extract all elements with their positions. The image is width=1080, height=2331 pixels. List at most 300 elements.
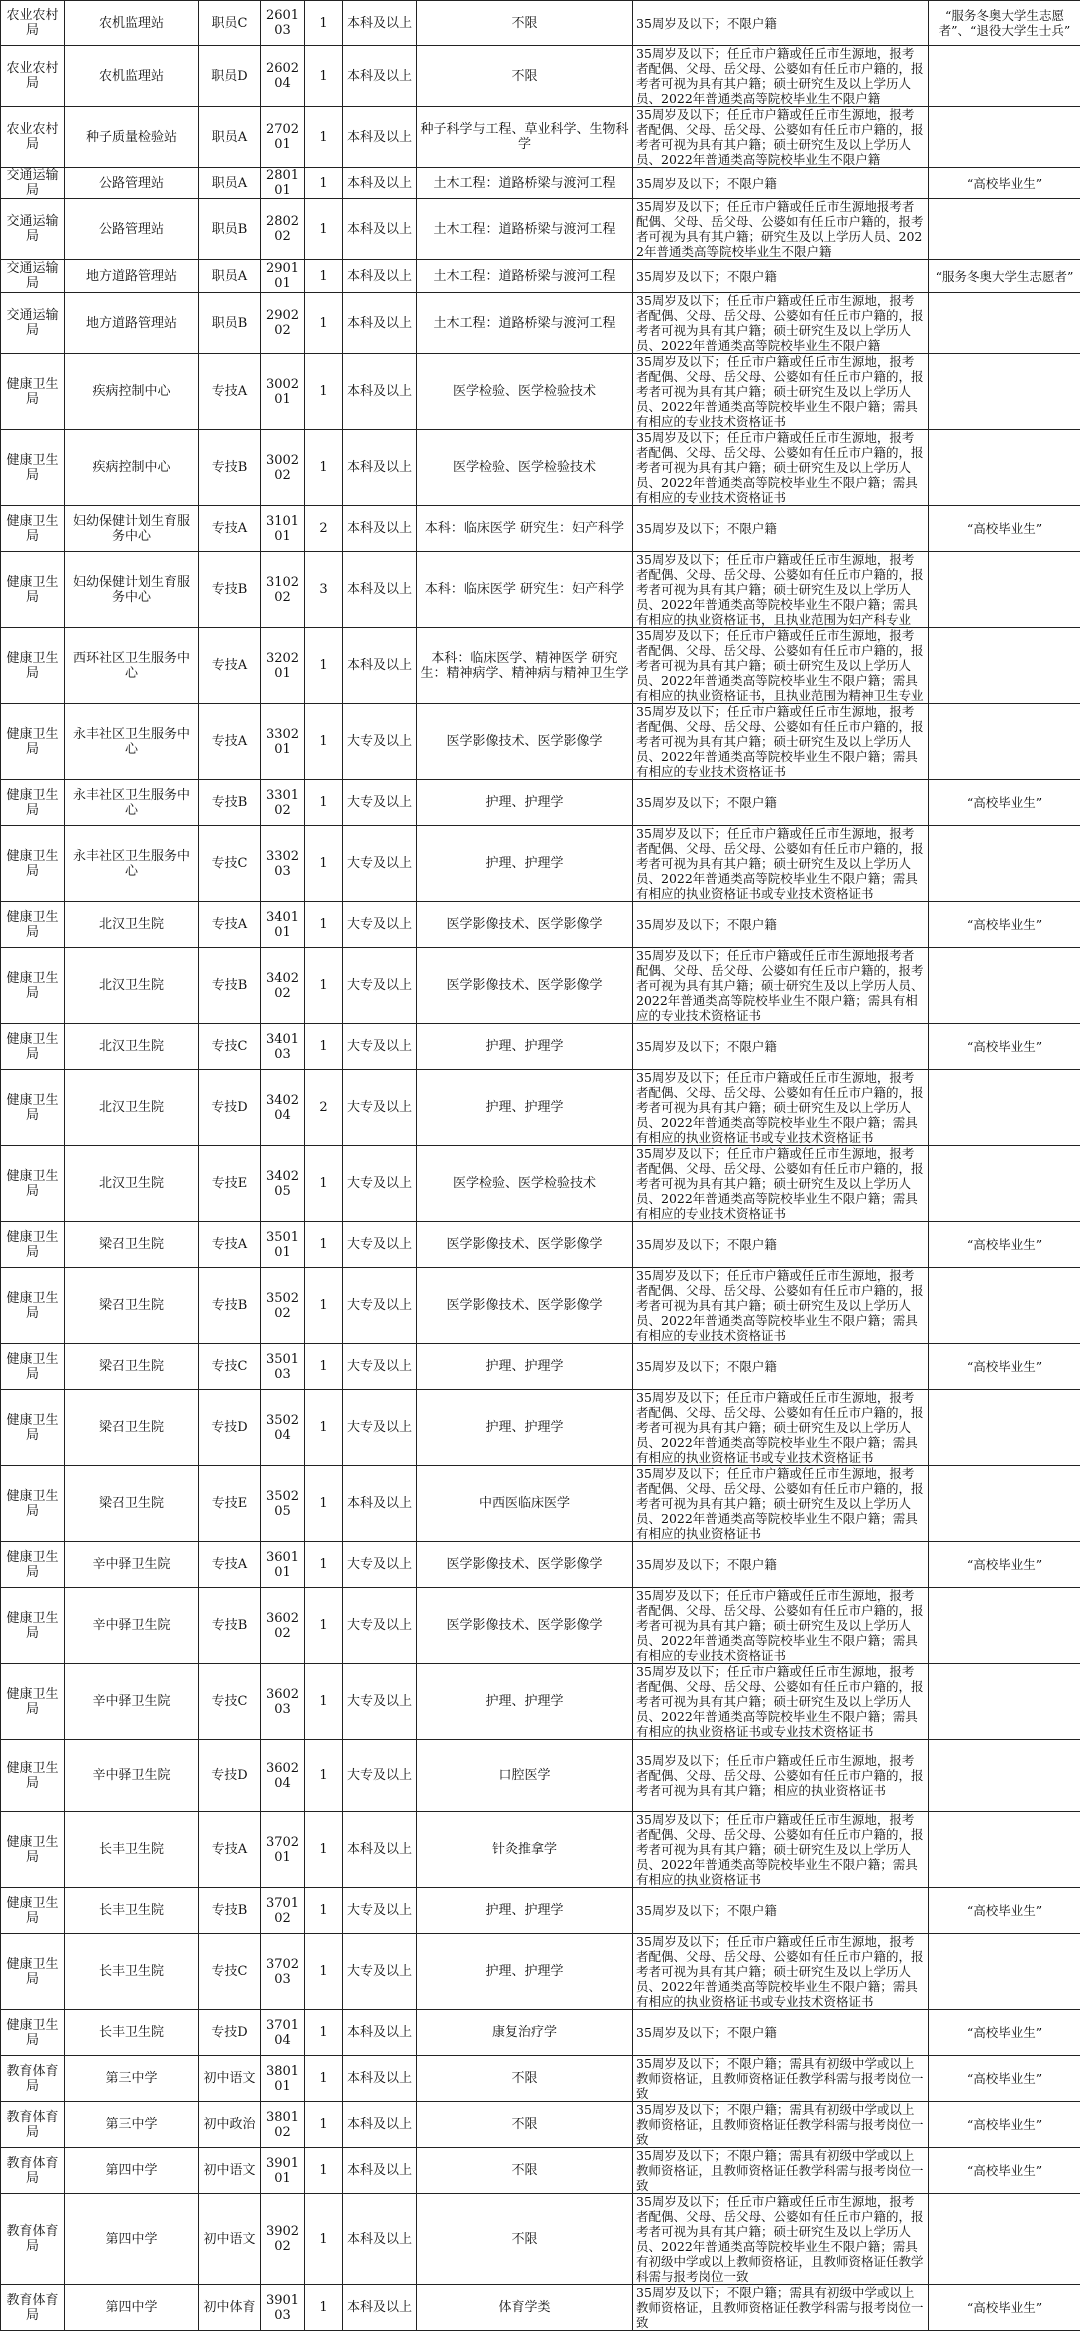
education-cell: 本科及以上 bbox=[343, 2010, 417, 2056]
position-cell: 专技C bbox=[199, 1664, 261, 1740]
code-cell: 310202 bbox=[261, 552, 305, 628]
position-cell: 初中政治 bbox=[199, 2102, 261, 2148]
requirement-cell: 35周岁及以下；不限户籍 bbox=[633, 780, 929, 826]
unit-cell: 妇幼保健计划生育服务中心 bbox=[65, 552, 199, 628]
code-cell: 370203 bbox=[261, 1934, 305, 2010]
note-cell: “高校毕业生” bbox=[929, 1542, 1080, 1588]
position-cell: 专技B bbox=[199, 1588, 261, 1664]
education-cell: 大专及以上 bbox=[343, 1146, 417, 1222]
unit-cell: 农机监理站 bbox=[65, 1, 199, 46]
major-cell: 本科：临床医学 研究生：妇产科学 bbox=[417, 552, 633, 628]
dept-cell: 教育体育局 bbox=[1, 2102, 65, 2148]
unit-cell: 第三中学 bbox=[65, 2102, 199, 2148]
dept-cell: 交通运输局 bbox=[1, 168, 65, 199]
requirement-cell: 35周岁及以下；不限户籍 bbox=[633, 506, 929, 552]
table-row bbox=[1, 506, 1080, 552]
table-row bbox=[1, 168, 1080, 199]
code-cell: 340204 bbox=[261, 1070, 305, 1146]
dept-cell: 健康卫生局 bbox=[1, 430, 65, 506]
education-cell: 大专及以上 bbox=[343, 1070, 417, 1146]
code-cell: 280202 bbox=[261, 199, 305, 260]
requirement-cell: 35周岁及以下；不限户籍 bbox=[633, 1222, 929, 1268]
note-cell bbox=[929, 1390, 1080, 1466]
table-row bbox=[1, 628, 1080, 704]
major-cell: 护理、护理学 bbox=[417, 1390, 633, 1466]
note-cell bbox=[929, 199, 1080, 260]
unit-cell: 第四中学 bbox=[65, 2285, 199, 2331]
unit-cell: 北汉卫生院 bbox=[65, 948, 199, 1024]
note-cell: “高校毕业生” bbox=[929, 902, 1080, 948]
table-row bbox=[1, 107, 1080, 168]
count-cell: 1 bbox=[305, 2102, 343, 2148]
requirement-cell: 35周岁及以下；任丘市户籍或任丘市生源地，报考者配偶、父母、岳父母、公婆如有任丘市户籍的，报考者可视为具有其户籍；硕士研究生及以上学历人员、2022年普通类高等院校毕业生不限户籍；需具有相应的执业资格证书 bbox=[633, 1812, 929, 1888]
requirement-cell: 35周岁及以下；不限户籍；需具有初级中学或以上教师资格证，且教师资格证任教学科需与报考岗位一致 bbox=[633, 2285, 929, 2331]
major-cell: 口腔医学 bbox=[417, 1740, 633, 1812]
count-cell: 1 bbox=[305, 704, 343, 780]
dept-cell: 农业农村局 bbox=[1, 1, 65, 46]
major-cell: 不限 bbox=[417, 2148, 633, 2194]
major-cell: 土木工程：道路桥梁与渡河工程 bbox=[417, 168, 633, 199]
requirement-cell: 35周岁及以下；不限户籍 bbox=[633, 1344, 929, 1390]
dept-cell: 健康卫生局 bbox=[1, 1812, 65, 1888]
table-row bbox=[1, 1024, 1080, 1070]
education-cell: 本科及以上 bbox=[343, 260, 417, 293]
count-cell: 1 bbox=[305, 628, 343, 704]
dept-cell: 健康卫生局 bbox=[1, 1390, 65, 1466]
table-row bbox=[1, 354, 1080, 430]
count-cell: 1 bbox=[305, 780, 343, 826]
position-cell: 职员A bbox=[199, 168, 261, 199]
note-cell bbox=[929, 1740, 1080, 1812]
major-cell: 护理、护理学 bbox=[417, 1344, 633, 1390]
note-cell: “高校毕业生” bbox=[929, 2285, 1080, 2331]
unit-cell: 种子质量检验站 bbox=[65, 107, 199, 168]
dept-cell: 农业农村局 bbox=[1, 46, 65, 107]
count-cell: 1 bbox=[305, 1390, 343, 1466]
table-row bbox=[1, 1740, 1080, 1812]
code-cell: 260103 bbox=[261, 1, 305, 46]
note-cell: “服务冬奥大学生志愿者” bbox=[929, 260, 1080, 293]
unit-cell: 辛中驿卫生院 bbox=[65, 1664, 199, 1740]
position-cell: 专技B bbox=[199, 552, 261, 628]
major-cell: 不限 bbox=[417, 46, 633, 107]
position-cell: 职员D bbox=[199, 46, 261, 107]
code-cell: 390103 bbox=[261, 2285, 305, 2331]
count-cell: 1 bbox=[305, 107, 343, 168]
major-cell: 医学检验、医学检验技术 bbox=[417, 1146, 633, 1222]
education-cell: 本科及以上 bbox=[343, 1, 417, 46]
count-cell: 2 bbox=[305, 506, 343, 552]
dept-cell: 健康卫生局 bbox=[1, 780, 65, 826]
count-cell: 1 bbox=[305, 1, 343, 46]
position-cell: 初中语文 bbox=[199, 2148, 261, 2194]
table-row bbox=[1, 780, 1080, 826]
unit-cell: 北汉卫生院 bbox=[65, 1024, 199, 1070]
note-cell: “高校毕业生” bbox=[929, 1888, 1080, 1934]
note-cell bbox=[929, 704, 1080, 780]
note-cell bbox=[929, 1934, 1080, 2010]
note-cell: “高校毕业生” bbox=[929, 1024, 1080, 1070]
note-cell bbox=[929, 1146, 1080, 1222]
table-row bbox=[1, 293, 1080, 354]
table-row bbox=[1, 902, 1080, 948]
education-cell: 本科及以上 bbox=[343, 506, 417, 552]
note-cell: “高校毕业生” bbox=[929, 780, 1080, 826]
table-body bbox=[1, 1, 1080, 2331]
requirement-cell: 35周岁及以下；任丘市户籍或任丘市生源地，报考者配偶、父母、岳父母、公婆如有任丘市户籍的，报考者可视为具有其户籍；硕士研究生及以上学历人员、2022年普通类高等院校毕业生不限户籍；需具有相应的专业技术资格证书 bbox=[633, 430, 929, 506]
position-cell: 专技A bbox=[199, 628, 261, 704]
position-cell: 专技A bbox=[199, 1222, 261, 1268]
education-cell: 大专及以上 bbox=[343, 704, 417, 780]
count-cell: 1 bbox=[305, 1344, 343, 1390]
education-cell: 本科及以上 bbox=[343, 293, 417, 354]
code-cell: 310101 bbox=[261, 506, 305, 552]
requirement-cell: 35周岁及以下；任丘市户籍或任丘市生源地，报考者配偶、父母、岳父母、公婆如有任丘市户籍的，报考者可视为具有其户籍；硕士研究生及以上学历人员、2022年普通类高等院校毕业生不限户籍 bbox=[633, 46, 929, 107]
dept-cell: 健康卫生局 bbox=[1, 1588, 65, 1664]
major-cell: 土木工程：道路桥梁与渡河工程 bbox=[417, 199, 633, 260]
count-cell: 1 bbox=[305, 260, 343, 293]
dept-cell: 健康卫生局 bbox=[1, 704, 65, 780]
note-cell: “高校毕业生” bbox=[929, 1222, 1080, 1268]
requirement-cell: 35周岁及以下；任丘市户籍或任丘市生源地，报考者配偶、父母、岳父母、公婆如有任丘市户籍的，报考者可视为具有其户籍；硕士研究生及以上学历人员、2022年普通类高等院校毕业生不限户籍；需具有相应的执业资格证书，且执业范围为妇产科专业 bbox=[633, 552, 929, 628]
major-cell: 医学影像技术、医学影像学 bbox=[417, 948, 633, 1024]
dept-cell: 健康卫生局 bbox=[1, 1070, 65, 1146]
education-cell: 大专及以上 bbox=[343, 1542, 417, 1588]
dept-cell: 健康卫生局 bbox=[1, 2010, 65, 2056]
position-cell: 专技D bbox=[199, 2010, 261, 2056]
table-row bbox=[1, 2102, 1080, 2148]
note-cell bbox=[929, 293, 1080, 354]
requirement-cell: 35周岁及以下；任丘市户籍或任丘市生源地，报考者配偶、父母、岳父母、公婆如有任丘市户籍的，报考者可视为具有其户籍；硕士研究生及以上学历人员、2022年普通类高等院校毕业生不限户籍；需具有相应的专业技术资格证书 bbox=[633, 354, 929, 430]
note-cell bbox=[929, 1812, 1080, 1888]
major-cell: 医学影像技术、医学影像学 bbox=[417, 902, 633, 948]
position-cell: 专技E bbox=[199, 1466, 261, 1542]
dept-cell: 健康卫生局 bbox=[1, 1542, 65, 1588]
requirement-cell: 35周岁及以下；任丘市户籍或任丘市生源地，报考者配偶、父母、岳父母、公婆如有任丘市户籍的，报考者可视为具有其户籍；硕士研究生及以上学历人员、2022年普通类高等院校毕业生不限户籍；需具有相应的专业技术资格证书 bbox=[633, 1146, 929, 1222]
requirement-cell: 35周岁及以下；任丘市户籍或任丘市生源地报考者配偶、父母、岳父母、公婆如有任丘市户籍的，报考者可视为具有其户籍；研究生及以上学历人员、2022年普通类高等院校毕业生不限户籍 bbox=[633, 199, 929, 260]
unit-cell: 北汉卫生院 bbox=[65, 902, 199, 948]
count-cell: 1 bbox=[305, 826, 343, 902]
dept-cell: 健康卫生局 bbox=[1, 1344, 65, 1390]
requirement-cell: 35周岁及以下；任丘市户籍或任丘市生源地，报考者配偶、父母、岳父母、公婆如有任丘市户籍的，报考者可视为具有其户籍；硕士研究生及以上学历人员、2022年普通类高等院校毕业生不限户籍；需具有相应的执业资格证书 bbox=[633, 1466, 929, 1542]
requirement-cell: 35周岁及以下；任丘市户籍或任丘市生源地报考者配偶、父母、岳父母、公婆如有任丘市户籍的，报考者可视为具有其户籍；硕士研究生及以上学历人员、2022年普通类高等院校毕业生不限户籍；需具有相应的专业技术资格证书 bbox=[633, 948, 929, 1024]
major-cell: 不限 bbox=[417, 2056, 633, 2102]
position-cell: 专技A bbox=[199, 1542, 261, 1588]
dept-cell: 健康卫生局 bbox=[1, 506, 65, 552]
table-row bbox=[1, 704, 1080, 780]
major-cell: 医学检验、医学检验技术 bbox=[417, 354, 633, 430]
table-row bbox=[1, 1344, 1080, 1390]
dept-cell: 健康卫生局 bbox=[1, 628, 65, 704]
requirement-cell: 35周岁及以下；不限户籍 bbox=[633, 1, 929, 46]
major-cell: 体育学类 bbox=[417, 2285, 633, 2331]
note-cell: “高校毕业生” bbox=[929, 2010, 1080, 2056]
major-cell: 针灸推拿学 bbox=[417, 1812, 633, 1888]
requirement-cell: 35周岁及以下；任丘市户籍或任丘市生源地，报考者配偶、父母、岳父母、公婆如有任丘市户籍的，报考者可视为具有其户籍；硕士研究生及以上学历人员、2022年普通类高等院校毕业生不限户籍 bbox=[633, 107, 929, 168]
unit-cell: 北汉卫生院 bbox=[65, 1146, 199, 1222]
unit-cell: 长丰卫生院 bbox=[65, 1934, 199, 2010]
education-cell: 本科及以上 bbox=[343, 430, 417, 506]
table-row bbox=[1, 1664, 1080, 1740]
requirement-cell: 35周岁及以下；不限户籍 bbox=[633, 1542, 929, 1588]
unit-cell: 妇幼保健计划生育服务中心 bbox=[65, 506, 199, 552]
education-cell: 本科及以上 bbox=[343, 46, 417, 107]
unit-cell: 长丰卫生院 bbox=[65, 1812, 199, 1888]
position-cell: 专技C bbox=[199, 826, 261, 902]
code-cell: 340202 bbox=[261, 948, 305, 1024]
education-cell: 大专及以上 bbox=[343, 1888, 417, 1934]
count-cell: 1 bbox=[305, 1268, 343, 1344]
education-cell: 大专及以上 bbox=[343, 1344, 417, 1390]
note-cell bbox=[929, 46, 1080, 107]
unit-cell: 辛中驿卫生院 bbox=[65, 1740, 199, 1812]
education-cell: 本科及以上 bbox=[343, 628, 417, 704]
count-cell: 1 bbox=[305, 430, 343, 506]
dept-cell: 健康卫生局 bbox=[1, 948, 65, 1024]
count-cell: 1 bbox=[305, 1222, 343, 1268]
requirement-cell: 35周岁及以下；不限户籍；需具有初级中学或以上教师资格证，且教师资格证任教学科需与报考岗位一致 bbox=[633, 2102, 929, 2148]
code-cell: 330203 bbox=[261, 826, 305, 902]
dept-cell: 教育体育局 bbox=[1, 2194, 65, 2285]
count-cell: 2 bbox=[305, 1070, 343, 1146]
count-cell: 1 bbox=[305, 2010, 343, 2056]
dept-cell: 健康卫生局 bbox=[1, 1664, 65, 1740]
count-cell: 1 bbox=[305, 199, 343, 260]
major-cell: 本科：临床医学 研究生：妇产科学 bbox=[417, 506, 633, 552]
table-row bbox=[1, 1070, 1080, 1146]
unit-cell: 第三中学 bbox=[65, 2056, 199, 2102]
unit-cell: 永丰社区卫生服务中心 bbox=[65, 780, 199, 826]
table-row bbox=[1, 1812, 1080, 1888]
table-row bbox=[1, 1268, 1080, 1344]
education-cell: 本科及以上 bbox=[343, 107, 417, 168]
position-cell: 专技B bbox=[199, 948, 261, 1024]
education-cell: 大专及以上 bbox=[343, 1222, 417, 1268]
major-cell: 医学影像技术、医学影像学 bbox=[417, 1222, 633, 1268]
position-cell: 职员B bbox=[199, 199, 261, 260]
position-cell: 职员C bbox=[199, 1, 261, 46]
dept-cell: 健康卫生局 bbox=[1, 1146, 65, 1222]
position-cell: 专技C bbox=[199, 1344, 261, 1390]
major-cell: 护理、护理学 bbox=[417, 1070, 633, 1146]
note-cell bbox=[929, 1664, 1080, 1740]
code-cell: 370201 bbox=[261, 1812, 305, 1888]
note-cell bbox=[929, 2194, 1080, 2285]
requirement-cell: 35周岁及以下；不限户籍；需具有初级中学或以上教师资格证，且教师资格证任教学科需与报考岗位一致 bbox=[633, 2148, 929, 2194]
code-cell: 330102 bbox=[261, 780, 305, 826]
education-cell: 大专及以上 bbox=[343, 902, 417, 948]
count-cell: 1 bbox=[305, 1466, 343, 1542]
unit-cell: 公路管理站 bbox=[65, 199, 199, 260]
table-row bbox=[1, 2056, 1080, 2102]
major-cell: 康复治疗学 bbox=[417, 2010, 633, 2056]
count-cell: 1 bbox=[305, 902, 343, 948]
code-cell: 360203 bbox=[261, 1664, 305, 1740]
code-cell: 300201 bbox=[261, 354, 305, 430]
requirement-cell: 35周岁及以下；任丘市户籍或任丘市生源地，报考者配偶、父母、岳父母、公婆如有任丘市户籍的，报考者可视为具有其户籍；硕士研究生及以上学历人员、2022年普通类高等院校毕业生不限户籍；需具有相应的专业技术资格证书 bbox=[633, 1588, 929, 1664]
major-cell: 医学影像技术、医学影像学 bbox=[417, 1268, 633, 1344]
position-cell: 专技A bbox=[199, 1812, 261, 1888]
dept-cell: 交通运输局 bbox=[1, 293, 65, 354]
unit-cell: 西环社区卫生服务中心 bbox=[65, 628, 199, 704]
table-row bbox=[1, 260, 1080, 293]
requirement-cell: 35周岁及以下；任丘市户籍或任丘市生源地，报考者配偶、父母、岳父母、公婆如有任丘市户籍的，报考者可视为具有其户籍；硕士研究生及以上学历人员、2022年普通类高等院校毕业生不限户籍；需具有相应的执业资格证书或专业技术资格证书 bbox=[633, 1934, 929, 2010]
table-row bbox=[1, 1, 1080, 46]
code-cell: 330201 bbox=[261, 704, 305, 780]
code-cell: 350202 bbox=[261, 1268, 305, 1344]
count-cell: 1 bbox=[305, 1024, 343, 1070]
education-cell: 本科及以上 bbox=[343, 1812, 417, 1888]
major-cell: 医学影像技术、医学影像学 bbox=[417, 1542, 633, 1588]
unit-cell: 辛中驿卫生院 bbox=[65, 1588, 199, 1664]
table-row bbox=[1, 1466, 1080, 1542]
education-cell: 本科及以上 bbox=[343, 199, 417, 260]
position-cell: 专技A bbox=[199, 506, 261, 552]
count-cell: 1 bbox=[305, 2056, 343, 2102]
position-cell: 专技C bbox=[199, 1024, 261, 1070]
count-cell: 1 bbox=[305, 1542, 343, 1588]
dept-cell: 健康卫生局 bbox=[1, 1466, 65, 1542]
code-cell: 360101 bbox=[261, 1542, 305, 1588]
major-cell: 本科：临床医学、精神医学 研究生：精神病学、精神病与精神卫生学 bbox=[417, 628, 633, 704]
code-cell: 340205 bbox=[261, 1146, 305, 1222]
education-cell: 本科及以上 bbox=[343, 354, 417, 430]
table-row bbox=[1, 1146, 1080, 1222]
note-cell bbox=[929, 430, 1080, 506]
position-cell: 专技A bbox=[199, 902, 261, 948]
position-cell: 专技B bbox=[199, 780, 261, 826]
major-cell: 医学影像技术、医学影像学 bbox=[417, 1588, 633, 1664]
education-cell: 大专及以上 bbox=[343, 826, 417, 902]
unit-cell: 地方道路管理站 bbox=[65, 293, 199, 354]
code-cell: 380101 bbox=[261, 2056, 305, 2102]
unit-cell: 公路管理站 bbox=[65, 168, 199, 199]
note-cell bbox=[929, 354, 1080, 430]
dept-cell: 健康卫生局 bbox=[1, 552, 65, 628]
position-cell: 职员A bbox=[199, 260, 261, 293]
note-cell bbox=[929, 552, 1080, 628]
note-cell bbox=[929, 1588, 1080, 1664]
code-cell: 270201 bbox=[261, 107, 305, 168]
dept-cell: 健康卫生局 bbox=[1, 1268, 65, 1344]
major-cell: 种子科学与工程、草业科学、生物科学 bbox=[417, 107, 633, 168]
education-cell: 大专及以上 bbox=[343, 1268, 417, 1344]
unit-cell: 梁召卫生院 bbox=[65, 1222, 199, 1268]
count-cell: 1 bbox=[305, 1664, 343, 1740]
unit-cell: 长丰卫生院 bbox=[65, 1888, 199, 1934]
major-cell: 护理、护理学 bbox=[417, 1024, 633, 1070]
education-cell: 本科及以上 bbox=[343, 1466, 417, 1542]
table-row bbox=[1, 1222, 1080, 1268]
education-cell: 大专及以上 bbox=[343, 1390, 417, 1466]
position-cell: 专技B bbox=[199, 1268, 261, 1344]
position-cell: 职员A bbox=[199, 107, 261, 168]
major-cell: 护理、护理学 bbox=[417, 826, 633, 902]
position-cell: 专技D bbox=[199, 1740, 261, 1812]
position-cell: 专技A bbox=[199, 354, 261, 430]
dept-cell: 健康卫生局 bbox=[1, 1222, 65, 1268]
note-cell: “高校毕业生” bbox=[929, 2056, 1080, 2102]
dept-cell: 交通运输局 bbox=[1, 260, 65, 293]
requirement-cell: 35周岁及以下；任丘市户籍或任丘市生源地，报考者配偶、父母、岳父母、公婆如有任丘市户籍的，报考者可视为具有其户籍；硕士研究生及以上学历人员、2022年普通类高等院校毕业生不限户籍；需具有相应的执业资格证书或专业技术资格证书 bbox=[633, 826, 929, 902]
education-cell: 大专及以上 bbox=[343, 1024, 417, 1070]
note-cell: “高校毕业生” bbox=[929, 2102, 1080, 2148]
count-cell: 1 bbox=[305, 168, 343, 199]
code-cell: 340101 bbox=[261, 902, 305, 948]
code-cell: 290101 bbox=[261, 260, 305, 293]
major-cell: 土木工程：道路桥梁与渡河工程 bbox=[417, 260, 633, 293]
count-cell: 1 bbox=[305, 1588, 343, 1664]
table-row bbox=[1, 2194, 1080, 2285]
education-cell: 大专及以上 bbox=[343, 1588, 417, 1664]
code-cell: 370104 bbox=[261, 2010, 305, 2056]
note-cell bbox=[929, 628, 1080, 704]
unit-cell: 疾病控制中心 bbox=[65, 354, 199, 430]
note-cell bbox=[929, 948, 1080, 1024]
position-cell: 初中语文 bbox=[199, 2056, 261, 2102]
education-cell: 本科及以上 bbox=[343, 2102, 417, 2148]
position-cell: 专技B bbox=[199, 1888, 261, 1934]
note-cell: “高校毕业生” bbox=[929, 1344, 1080, 1390]
note-cell: “服务冬奥大学生志愿者”、“退役大学生士兵” bbox=[929, 1, 1080, 46]
code-cell: 360204 bbox=[261, 1740, 305, 1812]
code-cell: 380102 bbox=[261, 2102, 305, 2148]
requirement-cell: 35周岁及以下；任丘市户籍或任丘市生源地，报考者配偶、父母、岳父母、公婆如有任丘市户籍的，报考者可视为具有其户籍；硕士研究生及以上学历人员、2022年普通类高等院校毕业生不限户籍；需具有相应的执业资格证书，且执业范围为精神卫生专业 bbox=[633, 628, 929, 704]
code-cell: 350205 bbox=[261, 1466, 305, 1542]
dept-cell: 健康卫生局 bbox=[1, 354, 65, 430]
unit-cell: 梁召卫生院 bbox=[65, 1390, 199, 1466]
unit-cell: 辛中驿卫生院 bbox=[65, 1542, 199, 1588]
code-cell: 390202 bbox=[261, 2194, 305, 2285]
note-cell bbox=[929, 107, 1080, 168]
unit-cell: 长丰卫生院 bbox=[65, 2010, 199, 2056]
dept-cell: 教育体育局 bbox=[1, 2285, 65, 2331]
requirement-cell: 35周岁及以下；任丘市户籍或任丘市生源地，报考者配偶、父母、岳父母、公婆如有任丘市户籍的，报考者可视为具有其户籍；硕士研究生及以上学历人员、2022年普通类高等院校毕业生不限户籍 bbox=[633, 293, 929, 354]
count-cell: 1 bbox=[305, 1888, 343, 1934]
education-cell: 大专及以上 bbox=[343, 1664, 417, 1740]
major-cell: 不限 bbox=[417, 2102, 633, 2148]
table-row bbox=[1, 2148, 1080, 2194]
count-cell: 1 bbox=[305, 1812, 343, 1888]
table-row bbox=[1, 46, 1080, 107]
unit-cell: 农机监理站 bbox=[65, 46, 199, 107]
code-cell: 320201 bbox=[261, 628, 305, 704]
unit-cell: 疾病控制中心 bbox=[65, 430, 199, 506]
major-cell: 护理、护理学 bbox=[417, 1664, 633, 1740]
count-cell: 1 bbox=[305, 2148, 343, 2194]
code-cell: 390101 bbox=[261, 2148, 305, 2194]
table-row bbox=[1, 1390, 1080, 1466]
note-cell: “高校毕业生” bbox=[929, 2148, 1080, 2194]
table-row bbox=[1, 1542, 1080, 1588]
education-cell: 大专及以上 bbox=[343, 780, 417, 826]
count-cell: 1 bbox=[305, 46, 343, 107]
unit-cell: 北汉卫生院 bbox=[65, 1070, 199, 1146]
table-row bbox=[1, 948, 1080, 1024]
dept-cell: 健康卫生局 bbox=[1, 1024, 65, 1070]
requirement-cell: 35周岁及以下；不限户籍 bbox=[633, 902, 929, 948]
unit-cell: 梁召卫生院 bbox=[65, 1268, 199, 1344]
unit-cell: 第四中学 bbox=[65, 2148, 199, 2194]
education-cell: 大专及以上 bbox=[343, 1934, 417, 2010]
position-cell: 初中语文 bbox=[199, 2194, 261, 2285]
code-cell: 350204 bbox=[261, 1390, 305, 1466]
count-cell: 1 bbox=[305, 2285, 343, 2331]
count-cell: 1 bbox=[305, 2194, 343, 2285]
table-row bbox=[1, 1588, 1080, 1664]
requirement-cell: 35周岁及以下；不限户籍；需具有初级中学或以上教师资格证，且教师资格证任教学科需与报考岗位一致 bbox=[633, 2056, 929, 2102]
position-cell: 专技A bbox=[199, 704, 261, 780]
